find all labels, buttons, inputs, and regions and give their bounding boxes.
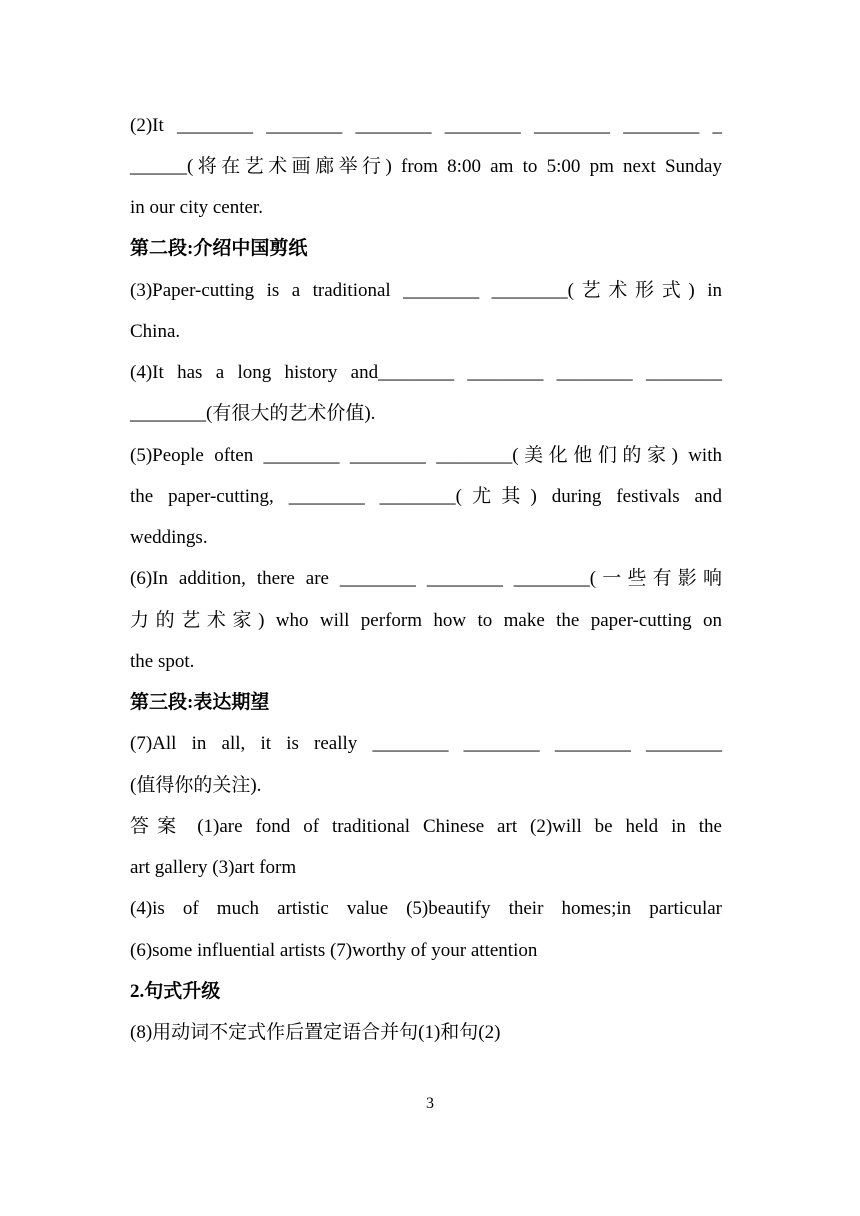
blank-item-4-line1: (4)It has a long history and________ ________ ________ ________: [130, 362, 722, 383]
answer-line3: (4)is of much artistic value (5)beautify their homes;in particular: [130, 898, 722, 919]
blank-item-7-line2: (值得你的关注).: [130, 775, 262, 796]
section-heading-sentence-upgrade: 2.句式升级: [130, 981, 221, 1002]
answer-line1: 答案 (1)are fond of traditional Chinese art (2)will be held in the: [130, 816, 722, 837]
section-heading-2: 第二段:介绍中国剪纸: [130, 238, 308, 259]
blank-item-3-line2: China.: [130, 321, 181, 342]
blank-item-3-line1: (3)Paper-cutting is a traditional ________ ________(艺术形式) in: [130, 280, 722, 301]
blank-item-2-line2: ______(将在艺术画廊举行) from 8:00 am to 5:00 pm next Sunday: [130, 156, 722, 177]
blank-item-7-line1: (7)All in all, it is really ________ ________ ________ ________: [130, 733, 722, 754]
blank-item-2-line1: (2)It ________ ________ ________ ________ ________ ________ _: [130, 115, 722, 136]
blank-item-6-line3: the spot.: [130, 651, 195, 672]
answer-line2: art gallery (3)art form: [130, 857, 297, 878]
blank-item-5-line1: (5)People often ________ ________ ________(美化他们的家) with: [130, 445, 722, 466]
answer-line4: (6)some influential artists (7)worthy of your attention: [130, 940, 538, 961]
blank-item-4-line2: ________(有很大的艺术价值).: [130, 403, 376, 424]
blank-item-2-line3: in our city center.: [130, 197, 263, 218]
blank-item-6-line1: (6)In addition, there are ________ ________ ________(一些有影响: [130, 568, 722, 589]
section-heading-3: 第三段:表达期望: [130, 692, 270, 713]
page-number: 3: [426, 1095, 434, 1112]
exercise-item-8: (8)用动词不定式作后置定语合并句(1)和句(2): [130, 1022, 501, 1043]
blank-item-5-line3: weddings.: [130, 527, 208, 548]
blank-item-6-line2: 力的艺术家) who will perform how to make the paper-cutting on: [130, 610, 722, 631]
blank-item-5-line2: the paper-cutting, ________ ________(尤其) during festivals and: [130, 486, 722, 507]
